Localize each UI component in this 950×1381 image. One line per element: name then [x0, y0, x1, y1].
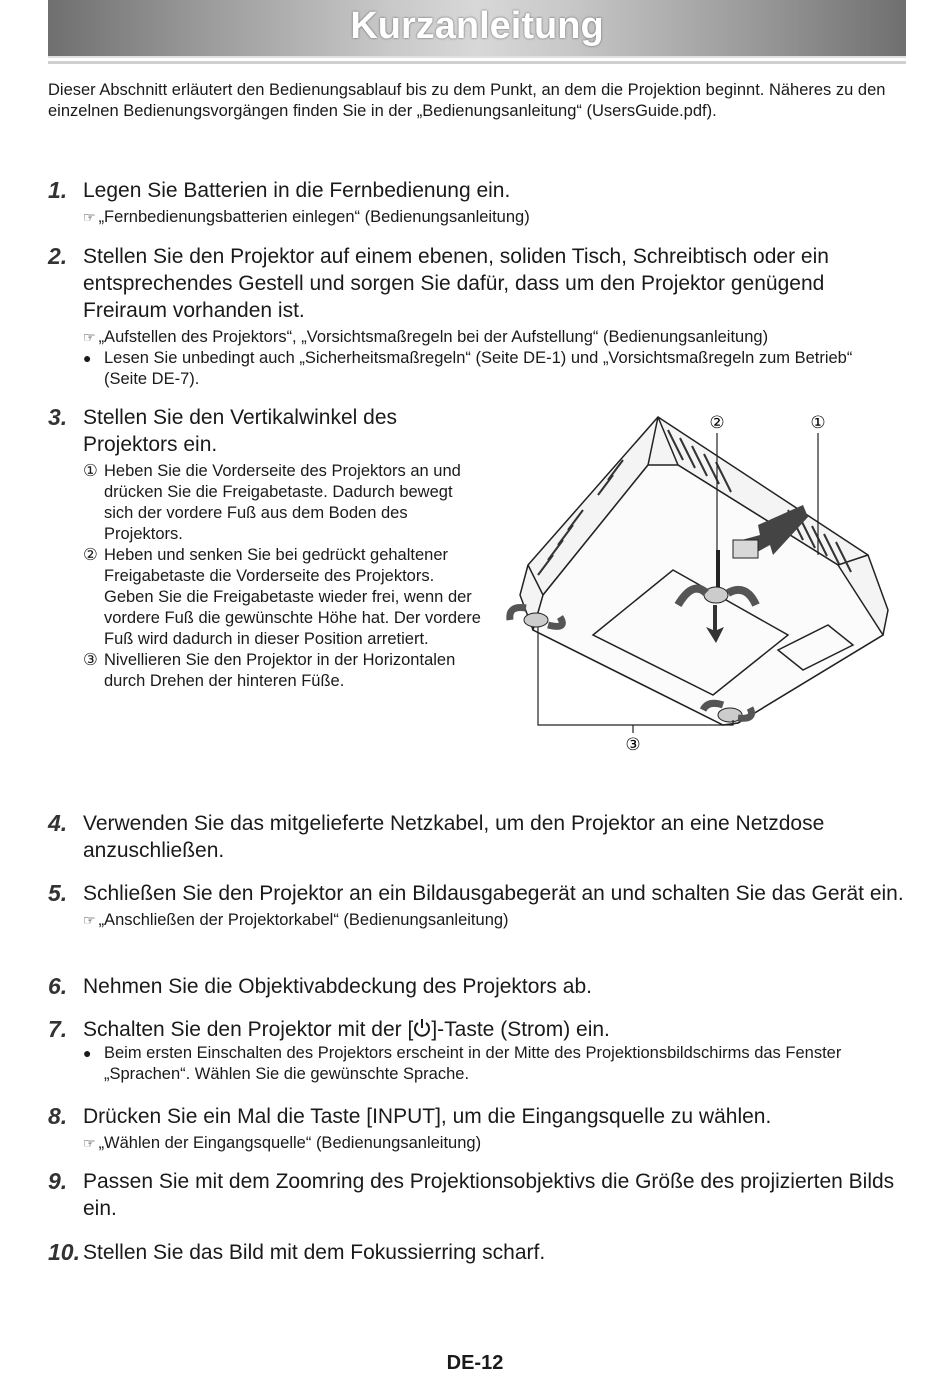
substep-2 — [83, 545, 483, 650]
step-text: Stellen Sie den Vertikalwinkel des Projektors ein. — [83, 406, 398, 456]
projector-illustration — [498, 405, 908, 760]
substep-text: Heben und senken Sie bei gedrückt gehaltener Freigabetaste die Vorderseite des Projektors. Geben Sie die Freigabetaste wieder frei, wenn der vordere Fuß die gewünschte Höhe hat. Der vordere Fuß wird dadurch in dieser Position arretiert. — [104, 546, 481, 648]
callout-2: ② — [709, 413, 725, 433]
page-number: DE-12 — [446, 1352, 504, 1374]
bullet-note — [83, 348, 893, 390]
reference-text: „Anschließen der Projektorkabel“ (Bedienungsanleitung) — [98, 911, 509, 929]
substep-3 — [83, 650, 483, 692]
substep-text: Nivellieren Sie den Projektor in der Horizontalen durch Drehen der hinteren Füße. — [104, 651, 456, 690]
hand-pointer-icon: ☞ — [83, 1135, 96, 1151]
step-text-part: ]-Taste (Strom) ein. — [431, 1018, 610, 1041]
reference-text: „Aufstellen des Projektors“, „Vorsichtsmaßregeln bei der Aufstellung“ (Bedienungsanleitung) — [98, 328, 769, 346]
bullet-note — [83, 1043, 893, 1085]
reference-note — [83, 207, 908, 228]
hand-pointer-icon: ☞ — [83, 912, 96, 928]
step-10 — [48, 1239, 908, 1266]
step-text: Legen Sie Batterien in die Fernbedienung ein. — [83, 179, 511, 202]
step-text: Schließen Sie den Projektor an ein Bildausgabegerät an und schalten Sie das Gerät ein. — [83, 882, 904, 905]
title-bar — [48, 0, 906, 58]
reference-text: „Wählen der Eingangsquelle“ (Bedienungsanleitung) — [98, 1134, 482, 1152]
circled-number: ② — [83, 546, 98, 564]
step-number: 2. — [48, 243, 68, 269]
step-number: 9. — [48, 1168, 68, 1194]
step-number: 1. — [48, 177, 68, 203]
step-2 — [48, 243, 908, 390]
bullet-icon: ● — [83, 1045, 92, 1061]
bullet-text: Lesen Sie unbedingt auch „Sicherheitsmaßregeln“ (Seite DE-1) und „Vorsichtsmaßregeln zum Betrieb“ (Seite DE-7). — [104, 349, 853, 388]
reference-text: „Fernbedienungsbatterien einlegen“ (Bedienungsanleitung) — [98, 208, 530, 226]
step-number: 5. — [48, 880, 68, 906]
step-number: 6. — [48, 973, 68, 999]
step-8 — [48, 1103, 908, 1154]
step-number: 3. — [48, 404, 68, 430]
step-text — [83, 1016, 908, 1043]
step-6 — [48, 973, 908, 1000]
step-number: 10. — [48, 1239, 80, 1265]
step-number: 4. — [48, 810, 68, 836]
reference-note — [83, 1133, 908, 1154]
step-7 — [48, 1016, 908, 1085]
substep-text: Heben Sie die Vorderseite des Projektors an und drücken Sie die Freigabetaste. Dadurch bewegt sich der vordere Fuß aus dem Boden des Projektors. — [104, 462, 461, 543]
intro-paragraph: Dieser Abschnitt erläutert den Bedienungsablauf bis zu dem Punkt, an dem die Projektion beginnt. Näheres zu den einzelnen Bedienungsvorgängen finden Sie in der „Bedienungsanleitung“ (UsersGuide.pdf). — [48, 81, 886, 120]
page-title: Kurzanleitung — [350, 5, 604, 47]
circled-number: ③ — [83, 651, 98, 669]
step-text-part: Schalten Sie den Projektor mit der [ — [83, 1018, 414, 1041]
reference-note — [83, 910, 908, 931]
step-9 — [48, 1168, 908, 1222]
step-text: Verwenden Sie das mitgelieferte Netzkabel, um den Projektor an eine Netzdose anzuschließen. — [83, 812, 825, 862]
step-5 — [48, 880, 908, 931]
step-number: 7. — [48, 1016, 68, 1042]
step-4 — [48, 810, 908, 864]
circled-number: ① — [83, 462, 98, 480]
hand-pointer-icon: ☞ — [83, 329, 96, 345]
step-number: 8. — [48, 1103, 68, 1129]
bullet-text: Beim ersten Einschalten des Projektors erscheint in der Mitte des Projektionsbildschirms das Fenster „Sprachen“. Wählen Sie die gewünschte Sprache. — [104, 1044, 842, 1083]
step-text: Stellen Sie das Bild mit dem Fokussierring scharf. — [83, 1241, 546, 1264]
power-icon — [413, 1018, 431, 1038]
step-3 — [48, 404, 488, 692]
step-text: Drücken Sie ein Mal die Taste [INPUT], um die Eingangsquelle zu wählen. — [83, 1105, 772, 1128]
step-1 — [48, 177, 908, 228]
callout-3: ③ — [625, 735, 641, 755]
bullet-icon: ● — [83, 350, 92, 366]
callout-1: ① — [810, 413, 826, 433]
step-text: Nehmen Sie die Objektivabdeckung des Projektors ab. — [83, 975, 592, 998]
hand-pointer-icon: ☞ — [83, 209, 96, 225]
substep-1 — [83, 461, 483, 545]
reference-note — [83, 327, 908, 348]
step-text: Passen Sie mit dem Zoomring des Projektionsobjektivs die Größe des projizierten Bilds ein. — [83, 1170, 895, 1220]
step-text: Stellen Sie den Projektor auf einem ebenen, soliden Tisch, Schreibtisch oder ein entsprechendes Gestell und sorgen Sie dafür, dass um den Projektor genügend Freiraum vorhanden ist. — [83, 245, 829, 322]
